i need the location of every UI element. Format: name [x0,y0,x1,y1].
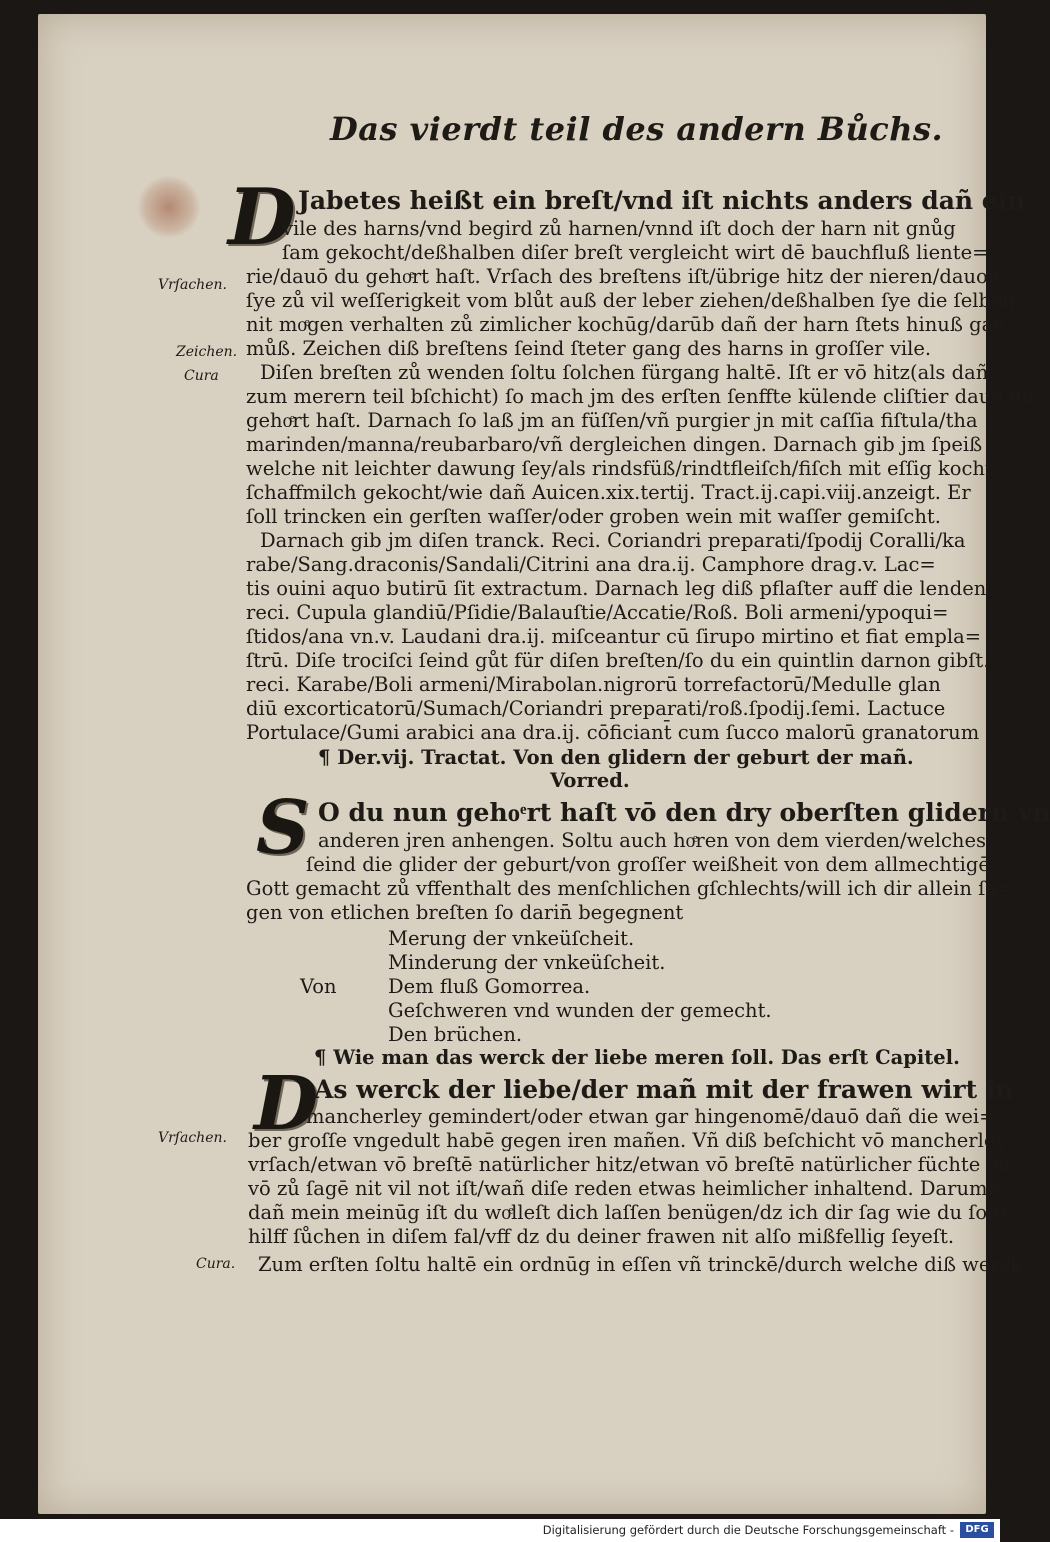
text-line: ſam gekocht/deßhalben diſer breſt vergleicht wirt dē bauchfluß liente‍= [282,241,989,264]
text-line: reci. Karabe/Boli armeni/Mirabolan.nigrorū torrefactorū/Medulle glan [246,673,941,696]
drop-cap-d: D [228,172,296,263]
drop-cap-d2: D [254,1061,319,1147]
chapter1-heading: ¶ Wie man das werck der liebe meren ſoll. Das erſt Capitel. [314,1046,960,1069]
text-line: ſtidos/ana vn.v. Laudani dra.ij. miſceantur cū ſirupo mirtino et fiat empla= [246,625,982,648]
text-line: Portulace/Gumi arabici ana dra.ij. cōficiant̄ cum ſucco malorū granatorum [246,721,980,744]
text-line: tis ouini aquo butirū ſit extractum. Darnach leg diß pflaſter auff die lenden. [246,577,993,600]
text-line: vile des harns/vnd begird zů harnen/vnnd iſt doch der harn nit gnůg [282,217,956,240]
text-line: ſtrū. Diſe trociſci ſeind gůt für diſen breſten/ſo du ein quintlin darnon gibſt. [246,649,990,672]
text-line: ber groſſe vngedult habē gegen iren mañen. Vñ diß beſchicht vō mancherley [248,1129,1007,1152]
text-line: reci. Cupula glandiū/Pſidie/Balauſtie/Accatie/Roß. Boli armeni/ypoqui= [246,601,949,624]
margin-note-causes: Vrſachen. [158,277,227,293]
text-line: hilff ſůchen in diſem fal/vff dz du deiner frawen nit alſo mißfellig ſeyeſt. [248,1225,955,1248]
footer-credit: Digitalisierung gefördert durch die Deutsche Forschungsgemeinschaft - [542,1523,954,1537]
text-line: ſchaffmilch gekocht/wie dañ Auicen.xix.tertij. Tract.ij.capi.viij.anzeigt. Er [246,481,971,504]
text-line: vō zů ſagē nit vil not iſt/wañ diſe reden etwas heimlicher inhaltend. Darumb [248,1177,1001,1200]
section3-first-line: As werck der liebe/der mañ mit der frawen wirt in [314,1075,1014,1104]
text-line: vrſach/etwan vō breſtē natürlicher hitz/etwan vō breſtē natürlicher füchte da [248,1153,1011,1176]
margin-note-cure-2: Cura. [196,1256,236,1272]
text-line: anderen jren anhengen. Soltu auch hoͤren von dem vierden/welches [318,829,987,852]
text-line: ſye zů vil weſſerigkeit vom blůt auß der leber ziehen/deßhalben ſye die ſelben [246,289,1016,312]
chapter-heading: ¶ Der.vij. Tractat. Von den glidern der geburt der mañ. [318,746,914,769]
drop-cap-s: S [256,785,310,871]
text-line: mancherley gemindert/oder etwan gar hingenomē/dauō dañ die wei= [306,1105,996,1128]
margin-note-signs: Zeichen. [176,344,238,360]
text-line: zum merern teil bſchicht) ſo mach jm des erſten ſenffte külende cliſtier dauō du [246,385,1035,408]
section1-first-line: Jabetes heißt ein breſt/vnd iſt nichts anders dañ ein [298,186,1026,215]
text-line: Darnach gib jm diſen tranck. Reci. Coriandri preparati/ſpodij Coralli/ka [260,529,966,552]
page-stain [138,176,200,238]
running-header: Das vierdt teil des andern Bůchs. [330,110,944,148]
list-item: Minderung der vnkeüſcheit. [388,951,666,974]
text-line: ſeind die glider der geburt/von groſſer weißheit von dem allmechtigē [306,853,990,876]
text-line: diū excorticatorū/Sumach/Coriandri preparati/roß.ſpodij.ſemi. Lactuce [246,697,946,720]
text-line: rabe/Sang.draconis/Sandali/Citrini ana dra.ij. Camphore drag.v. Lac= [246,553,936,576]
margin-note-causes-2: Vrſachen. [158,1130,227,1146]
list-item: Geſchweren vnd wunden der gemecht. [388,999,772,1022]
text-line: welche nit leichter dawung ſey/als rindsfüß/rindtfleiſch/fiſch mit eſſig kocht [246,457,993,480]
list-von-label: Von [300,975,337,998]
list-item: Merung der vnkeüſcheit. [388,927,635,950]
preface-label: Vorred. [550,769,630,792]
text-line: dañ mein meinūg iſt du woͤlleſt dich laſſen benügen/dz ich dir ſag wie du ſolſt [248,1201,1009,1224]
text-line: Zum erſten ſoltu haltē ein ordnūg in eſſen vñ trinckē/durch welche diß werck [258,1253,1023,1276]
text-line: gen von etlichen breſten ſo darin̄ begegnent [246,901,684,924]
dfg-logo: DFG [960,1522,994,1538]
text-line: gehoͤrt haſt. Darnach ſo laß jm an füſſen/vñ purgier jn mit caſſia fiſtula/tha [246,409,978,432]
text-line: ſoll trincken ein gerſten waſſer/oder groben wein mit waſſer gemiſcht. [246,505,941,528]
text-line: rie/dauō du gehoͤrt haſt. Vrſach des breſtens iſt/übrige hitz der nieren/dauon [246,265,1001,288]
text-line: Gott gemacht zů vffenthalt des menſchlichen gſchlechts/will ich dir allein ſa= [246,877,1014,900]
list-item: Dem fluß Gomorrea. [388,975,591,998]
text-line: marinden/manna/reubarbaro/vñ dergleichen dingen. Darnach gib jm ſpeiß [246,433,983,456]
section2-first-line: O du nun gehoͤrt haſt vō den dry oberſten glidern vñ [318,798,1050,827]
list-item: Den brüchen. [388,1023,523,1046]
text-line: můß. Zeichen diß breſtens ſeind ſteter gang des harns in groſſer vile. [246,337,932,360]
footer-bar [0,1519,1000,1542]
margin-note-cure: Cura [184,368,219,384]
text-line: nit moͤgen verhalten zů zimlicher kochūg/darūb dañ der harn ſtets hinuß gan [246,313,1006,336]
text-line: Diſen breſten zů wenden ſoltu ſolchen fürgang haltē. Iſt er vō hitz(als dañ [260,361,989,384]
